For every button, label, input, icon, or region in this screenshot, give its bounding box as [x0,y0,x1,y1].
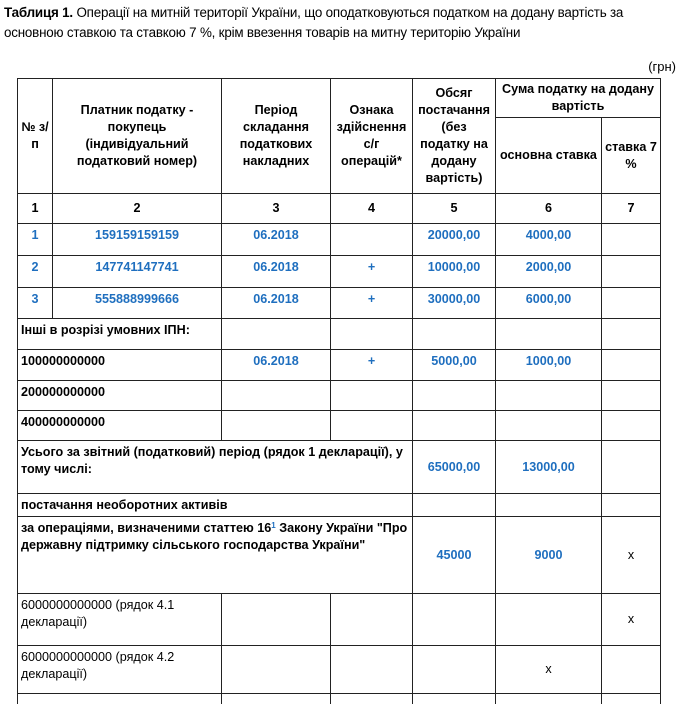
col-number-5: 5 [413,194,496,224]
row-vat-main: 2000,00 [496,256,602,288]
col-number-2: 2 [53,194,222,224]
total-vat-7 [602,441,661,494]
header-number: № з/п [18,79,53,194]
agri-label [18,517,413,594]
header-main-rate: основна ставка [496,118,602,194]
empty-cell [222,319,331,350]
row-vat-main: 6000,00 [496,288,602,319]
row-ipn: 147741147741 [53,256,222,288]
col-number-3: 3 [222,194,331,224]
empty-cell [413,594,496,646]
declaration-label: 6000000000000 (рядок 4.2 декларації) [18,646,222,694]
row-number: 2 [18,256,53,288]
conditional-agri-sign: + [331,350,413,381]
total-vat-main: 13000,00 [496,441,602,494]
conditional-period [222,381,331,411]
conditional-period [222,411,331,441]
conditional-volume [413,381,496,411]
vat-operations-table [17,78,661,704]
header-period: Період складання податкових накладних [222,79,331,194]
table-caption [4,3,676,43]
header-payer: Платник податку - покупець (індивідуальний податковий номер) [53,79,222,194]
declaration-row [18,646,661,694]
declaration-vat-main: x [496,646,602,694]
empty-cell [602,319,661,350]
table-row [18,224,661,256]
agri-volume: 45000 [413,517,496,594]
empty-cell [331,319,413,350]
col-number-6: 6 [496,194,602,224]
non-current-vat-main [496,494,602,517]
empty-cell [222,594,331,646]
row-agri-sign: + [331,256,413,288]
conditional-vat-main: 1000,00 [496,350,602,381]
non-current-assets-row [18,494,661,517]
header-agri-sign: Ознака здійснення с/г операцій* [331,79,413,194]
row-number: 1 [18,224,53,256]
caption-label: Таблиця 1. [4,5,73,20]
row-period: 06.2018 [222,288,331,319]
row-volume: 30000,00 [413,288,496,319]
col-number-4: 4 [331,194,413,224]
row-vat-7 [602,288,661,319]
empty-cell [331,594,413,646]
total-row [18,441,661,494]
row-volume: 20000,00 [413,224,496,256]
row-vat-main: 4000,00 [496,224,602,256]
header-rate-7: ставка 7 % [602,118,661,194]
empty-cell [413,646,496,694]
declaration-vat-main [496,594,602,646]
conditional-agri-sign [331,381,413,411]
agri-label-start: за операціями, визначеними статтею 16 [21,521,272,535]
agri-vat-main: 9000 [496,517,602,594]
row-agri-sign [331,224,413,256]
header-volume: Обсяг постачання (без податку на додану вартість) [413,79,496,194]
non-current-volume [413,494,496,517]
declaration-vat-7 [602,646,661,694]
empty-cell [496,319,602,350]
conditional-row [18,411,661,441]
row-ipn: 555888999666 [53,288,222,319]
row-vat-7 [602,224,661,256]
conditional-vat-7 [602,381,661,411]
row-vat-7 [602,256,661,288]
col-number-7: 7 [602,194,661,224]
empty-cell [222,646,331,694]
row-agri-sign: + [331,288,413,319]
conditional-vat-7 [602,411,661,441]
col-number-1: 1 [18,194,53,224]
empty-cell [331,646,413,694]
agri-operations-row [18,517,661,594]
conditional-ipn: 200000000000 [18,381,222,411]
empty-cell [413,319,496,350]
conditional-volume [413,411,496,441]
header-vat-group: Сума податку на додану вартість [496,79,661,118]
conditional-agri-sign [331,411,413,441]
agri-vat-7: x [602,517,661,594]
caption-text: Операції на митній території України, що оподатковуються податком на додану вартість за основною ставкою та ставкою 7 %, крім ввезення товарів на митну територію України [4,5,624,40]
row-period: 06.2018 [222,224,331,256]
others-label: Інші в розрізі умовних ІПН: [18,319,222,350]
conditional-ipn: 400000000000 [18,411,222,441]
declaration-vat-7: x [602,594,661,646]
conditional-row [18,350,661,381]
row-number: 3 [18,288,53,319]
row-period: 06.2018 [222,256,331,288]
total-volume: 65000,00 [413,441,496,494]
unit-label: (грн) [648,59,676,74]
conditional-row [18,381,661,411]
footnote-superscript: 1 [271,521,276,530]
conditional-period: 06.2018 [222,350,331,381]
agri-label-end: Закону України "Про державну підтримку сільського господарства України" [21,521,408,552]
conditional-vat-7 [602,350,661,381]
table-row [18,288,661,319]
others-row [18,319,661,350]
declaration-row [18,594,661,646]
table-row [18,256,661,288]
conditional-vat-main [496,381,602,411]
non-current-vat-7 [602,494,661,517]
conditional-ipn: 100000000000 [18,350,222,381]
row-ipn: 159159159159 [53,224,222,256]
non-current-label: постачання необоротних активів [18,494,413,517]
declaration-label: 6000000000000 (рядок 4.1 декларації) [18,594,222,646]
total-label: Усього за звітний (податковий) період (рядок 1 декларації), у тому числі: [18,441,413,494]
conditional-volume: 5000,00 [413,350,496,381]
row-volume: 10000,00 [413,256,496,288]
conditional-vat-main [496,411,602,441]
